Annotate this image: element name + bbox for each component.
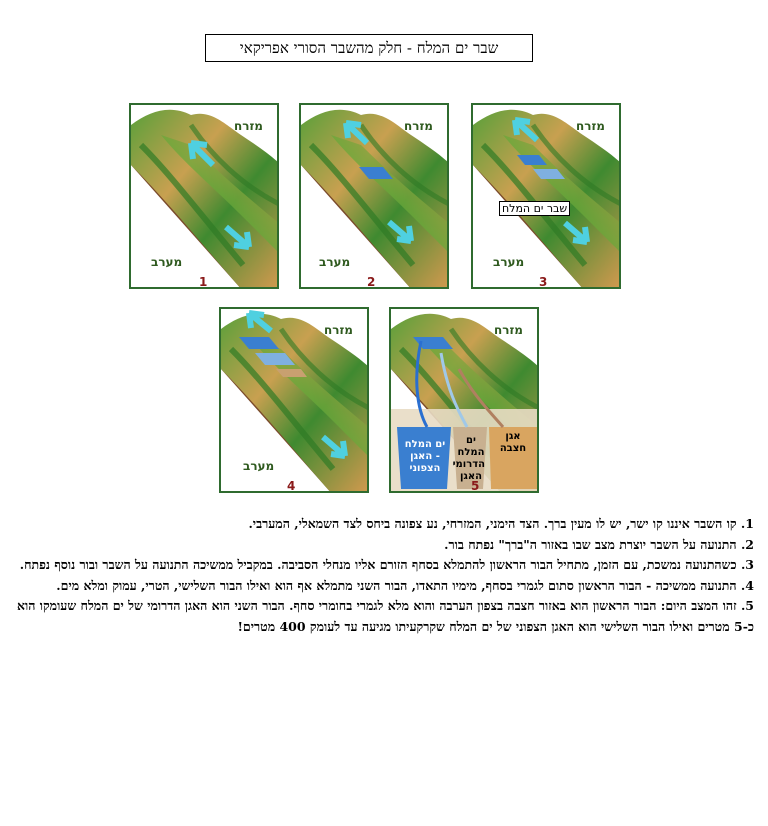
panel-number: 1 [199,275,208,289]
panel-number: 3 [539,275,548,289]
west-label: מערב [151,255,183,269]
panel-number: 2 [367,275,376,289]
explanation-text [8,514,754,637]
panel-stage-1 [129,103,279,289]
page-title: שבר ים המלח - חלק מהשבר הסורי אפריקאי [205,34,533,62]
panel-stage-4 [219,307,369,493]
west-label: מערב [243,459,275,473]
hatzeva-basin-label: אגן חצבה [499,431,527,454]
fault-label: שבר ים המלח [499,201,570,216]
north-basin-label: ים המלח - האגן הצפוני [404,439,446,474]
paragraph-2: 2. התנועה על השבר יוצרת מצב שבו באזור ה"ברך" נפתח בור. [444,536,754,552]
west-label: מערב [493,255,525,269]
panel-number: 4 [287,479,296,493]
panel-stage-2 [299,103,449,289]
east-label: מזרח [576,119,605,133]
panel-stage-3 [471,103,621,289]
panel-stage-5 [389,307,539,493]
east-label: מזרח [404,119,433,133]
east-label: מזרח [494,323,523,337]
panel-number: 5 [471,479,480,493]
east-label: מזרח [324,323,353,337]
south-basin-label: ים המלח הדרומי האגן [452,435,485,482]
paragraph-5: 5. זהו המצב היום: הבור הראשון הוא באזור חצבה בצפון הערבה והוא מלא לגמרי בחומרי סחף. הבור השני הוא האגן הדרומי של ים המלח שעומקו הוא כ-5 מטרים ואילו הבור השלישי הוא האגן הצפוני של ים המלח שקרקעיתו מגיעה עד לעומק 400 מטרים! [17,598,754,634]
paragraph-3: 3. כשהתנועה נמשכת, עם הזמן, מתחיל הבור הראשון להתמלא בסחף הזורם אליו מנחלי הסביבה. במקביל ממשיכה התנועה על השבר ובור נוסף נפתח. [19,557,754,572]
east-label: מזרח [234,119,263,133]
paragraph-1: 1. קו השבר איננו קו ישר, יש לו מעין ברך. הצד הימני, המזרחי, נע צפונה ביחס לצד השמאלי, המערבי. [248,516,754,531]
west-label: מערב [319,255,351,269]
paragraph-4: 4. התנועה ממשיכה - הבור הראשון סתום לגמרי בסחף, מימיו התאדו, הבור השני מתמלא אף הוא ואילו הבור השלישי, הטרי, עמוק ומלא מים. [56,577,754,593]
